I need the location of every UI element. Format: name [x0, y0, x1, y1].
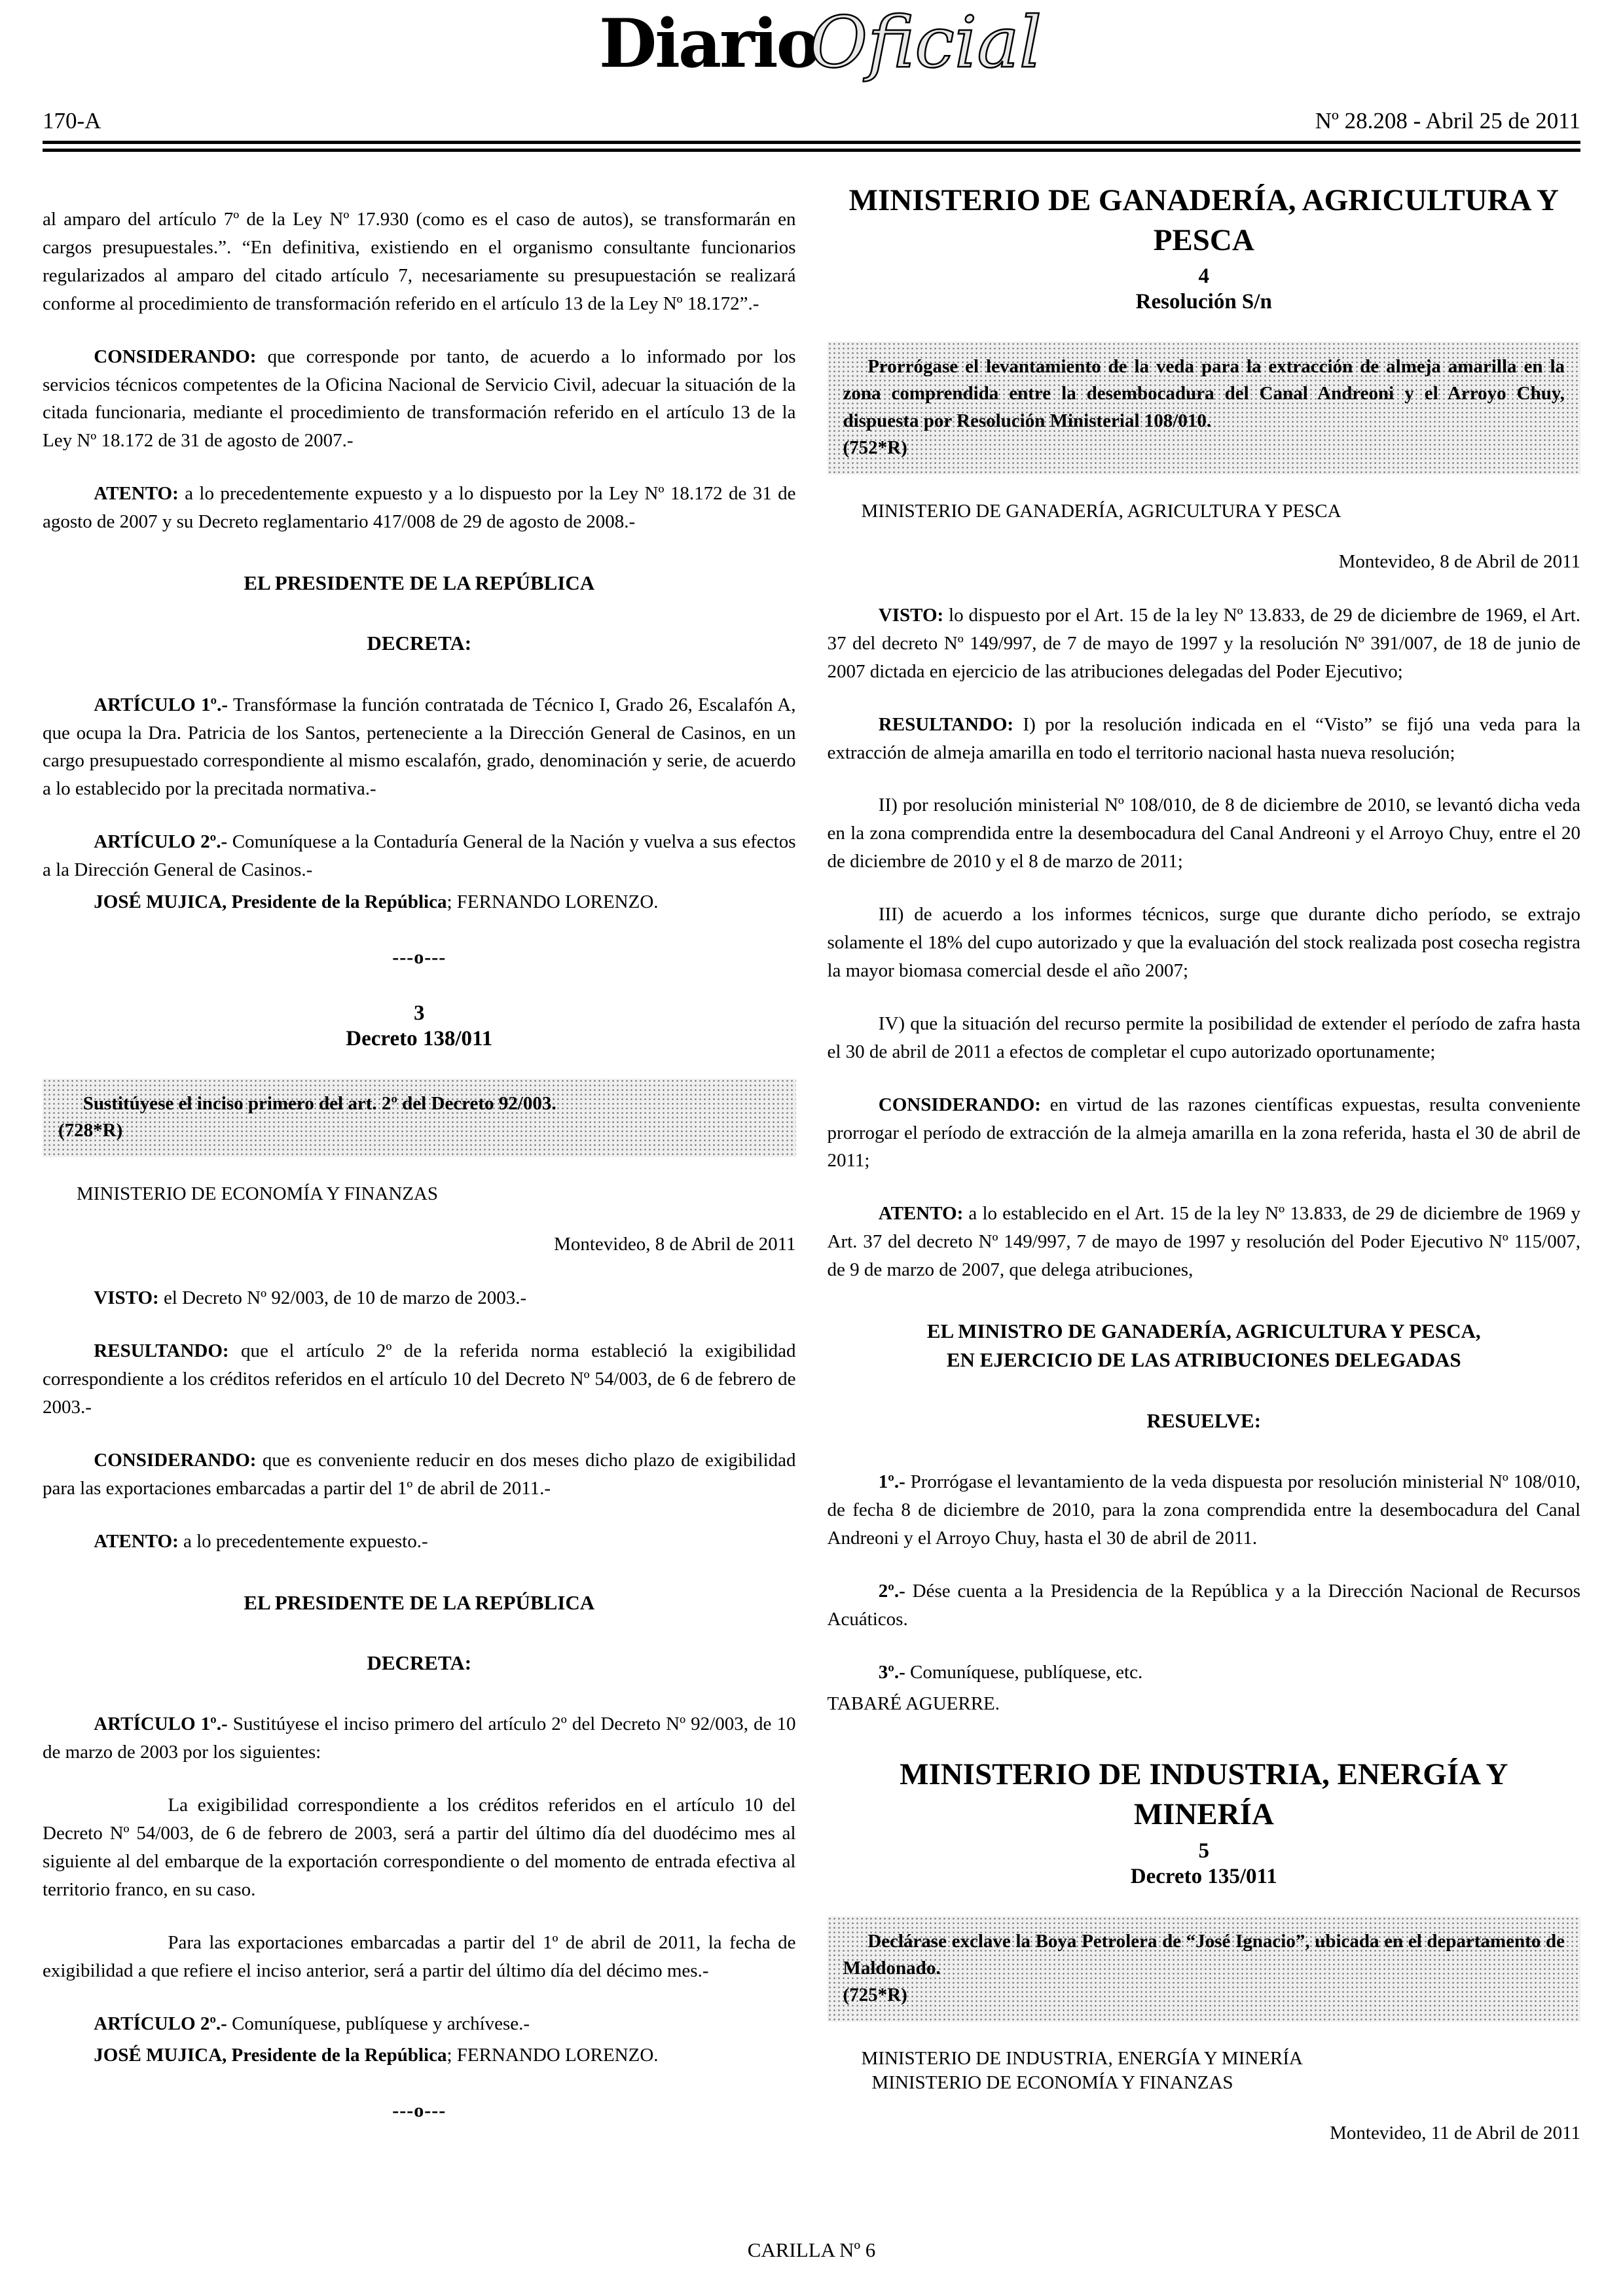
paragraph: III) de acuerdo a los informes técnicos, surge que durante dicho período, se extrajo solamente el 18% del cupo autorizado y que la evaluación del stock realizada post cosecha registra la mayor biomasa comercial desde el año 2007;	[827, 904, 1580, 981]
paragraph	[43, 691, 796, 804]
logo-diario-text: Diario	[598, 5, 819, 83]
paragraph	[43, 1446, 796, 1503]
section-heading: EN EJERCICIO DE LAS ATRIBUCIONES DELEGADAS	[946, 1348, 1461, 1372]
signature-line: TABARÉ AGUERRE.	[827, 1693, 1000, 1715]
paragraph-text: en virtud de las razones científicas expuestas, resulta conveniente prorrogar el período de extracción de la almeja amarilla en la zona referida, hasta el 30 de abril de 2011;	[827, 1094, 1580, 1172]
ministry-line: MINISTERIO DE INDUSTRIA, ENERGÍA Y MINERÍA	[861, 2048, 1303, 2070]
paragraph-text: a lo precedentemente expuesto y a lo dispuesto por la Ley Nº 18.172 de 31 de agosto de 2007 y su Decreto reglamentario 417/008 de 29 de agosto de 2008.-	[43, 483, 796, 533]
paragraph-text: Sustitúyese el inciso primero del artículo 2º del Decreto Nº 92/003, de 10 de marzo de 2003 por los siguientes:	[43, 1713, 796, 1763]
paragraph-lead: RESULTANDO:	[94, 1340, 229, 1362]
paragraph-text: a lo precedentemente expuesto.-	[178, 1530, 428, 1552]
paragraph-lead: RESULTANDO:	[878, 713, 1014, 735]
signature-line	[43, 2041, 796, 2070]
section-separator: ---o---	[392, 2100, 447, 2122]
paragraph	[828, 1200, 1581, 1284]
paragraph	[43, 1528, 796, 1556]
paragraph	[828, 1659, 1581, 1687]
item-number: 5	[1198, 1839, 1209, 1863]
summary-reference: (728*R)	[58, 1120, 123, 1141]
paragraph-text: lo dispuesto por el Art. 15 de la ley Nº 13.833, de 29 de diciembre de 1969, el Art. 37 del decreto Nº 149/997, de 7 de mayo de 1997 y la resolución Nº 391/007, de 18 de junio de 2007 dictada en ejercicio de las atribuciones delegadas del Poder Ejecutivo;	[827, 604, 1580, 682]
quoted-paragraph: Para las exportaciones embarcadas a partir del 1º de abril de 2011, la fecha de exigibilidad a que refiere el inciso anterior, será a partir del último día del décimo mes.-	[43, 1931, 796, 1981]
paragraph-lead: ARTÍCULO 1º.-	[94, 694, 228, 715]
paragraph-lead: ARTÍCULO 2º.-	[94, 2013, 227, 2034]
paragraph-text: Comuníquese, publíquese, etc.	[905, 1661, 1143, 1683]
item-number: 4	[1198, 264, 1209, 289]
decree-number: Decreto 138/011	[346, 1027, 493, 1050]
paragraph: II) por resolución ministerial Nº 108/010, de 8 de diciembre de 2010, se levantó dicha veda en la zona comprendida entre la desembocadura del Canal Andreoni y el Arroyo Chuy, entre el 20 de diciembre de 2010 y el 8 de marzo de 2011;	[827, 795, 1580, 872]
paragraph-text: Prorrógase el levantamiento de la veda dispuesta por resolución ministerial Nº 108/010, de fecha 8 de diciembre de 2010, para la zona comprendida entre la desembocadura del Canal Andreoni y el Arroyo Chuy, hasta el 30 de abril de 2011.	[827, 1471, 1580, 1549]
logo-oficial-text: Oficial	[809, 2, 1042, 84]
decree-number: Decreto 135/011	[1130, 1864, 1277, 1888]
summary-box	[828, 342, 1581, 475]
paragraph-text: que el artículo 2º de la referida norma estableció la exigibilidad correspondiente a los créditos referidos en el artículo 10 del Decreto Nº 54/003, de 6 de febrero de 2003.-	[43, 1340, 796, 1418]
paragraph	[828, 711, 1581, 767]
paragraph	[43, 2010, 796, 2038]
summary-box	[828, 1916, 1581, 2022]
paragraph-text: I) por la resolución indicada en el “Visto” se fijó una veda para la extracción de almeja amarilla en todo el territorio nacional hasta nueva resolución;	[827, 713, 1580, 763]
section-heading: RESUELVE:	[1146, 1408, 1262, 1432]
paragraph-text: que corresponde por tanto, de acuerdo a lo informado por los servicios técnicos competentes de la Oficina Nacional de Servicio Civil, adecuar la situación de la citada funcionaria, mediante el procedimiento de transformación referido en el artículo 13 de la Ley Nº 18.172 de 31 de agosto de 2007.-	[43, 346, 796, 452]
header-double-rule	[43, 141, 1580, 152]
section-heading: EL PRESIDENTE DE LA REPÚBLICA	[244, 1590, 595, 1614]
paragraph	[828, 1577, 1581, 1634]
date-line: Montevideo, 8 de Abril de 2011	[554, 1234, 796, 1255]
paragraph-lead: ATENTO:	[94, 1530, 179, 1552]
paragraph-text: Dése cuenta a la Presidencia de la República y a la Dirección Nacional de Recursos Acuáticos.	[827, 1580, 1580, 1630]
paragraph-text: Transfórmase la función contratada de Técnico I, Grado 26, Escalafón A, que ocupa la Dra. Patricia de los Santos, perteneciente a la Dirección General de Casinos, en un cargo presupuestado correspondiente al mismo escalafón, grado, denominación y serie, de acuerdo a lo establecido por la precitada normativa.-	[43, 694, 796, 800]
paragraph: IV) que la situación del recurso permite la posibilidad de extender el período de zafra hasta el 30 de abril de 2011 a efectos de completar el cupo autorizado oportunamente;	[827, 1013, 1580, 1062]
ministry-heading: MINISTERIO DE GANADERÍA, AGRICULTURA Y PESCA	[848, 183, 1559, 258]
signature-rest: ; FERNANDO LORENZO.	[447, 2045, 659, 2066]
paragraph-lead: ARTÍCULO 2º.-	[94, 831, 228, 853]
quoted-paragraph: La exigibilidad correspondiente a los créditos referidos en el artículo 10 del Decreto Nº 54/003, de 6 de febrero de 2003, será a partir del último día del duodécimo mes al siguiente al del embarque de la exportación correspondiente o del momento de entrada efectiva al territorio franco, en su caso.	[43, 1795, 796, 1900]
section-heading: DECRETA:	[367, 632, 472, 655]
signature-name: JOSÉ MUJICA, Presidente de la República	[94, 891, 447, 913]
summary-reference: (725*R)	[843, 1984, 907, 2005]
paragraph	[828, 1468, 1581, 1552]
paragraph	[828, 601, 1581, 686]
section-separator: ---o---	[392, 946, 447, 968]
paragraph	[43, 343, 796, 456]
two-column-body	[0, 181, 1623, 2173]
paragraph	[43, 828, 796, 884]
paragraph: al amparo del artículo 7º de la Ley Nº 17.930 (como es el caso de autos), se transformarán en cargos presupuestales.”. “En definitiva, existiendo en el organismo consultante funcionarios regularizados al amparo del citado artículo 7, necesariamente su presupuestación se realizará conforme al procedimiento de transformación referido en el artículo 13 de la Ley Nº 18.172”.-	[43, 209, 796, 314]
ministry-line: MINISTERIO DE ECONOMÍA Y FINANZAS	[871, 2072, 1233, 2094]
signature-line	[43, 888, 796, 916]
signature-name: JOSÉ MUJICA, Presidente de la República	[94, 2045, 447, 2066]
section-heading: DECRETA:	[367, 1651, 472, 1674]
paragraph-lead: CONSIDERANDO:	[94, 1449, 257, 1471]
date-line: Montevideo, 11 de Abril de 2011	[1330, 2123, 1580, 2144]
paragraph-lead: CONSIDERANDO:	[94, 346, 257, 367]
summary-reference: (752*R)	[843, 437, 907, 458]
ministry-heading: MINISTERIO DE INDUSTRIA, ENERGÍA Y MINERÍA	[900, 1757, 1508, 1832]
page-edition-number: 170-A	[43, 108, 101, 134]
summary-text: Sustitúyese el inciso primero del art. 2º del Decreto 92/003.	[82, 1093, 556, 1114]
paragraph	[43, 1337, 796, 1422]
right-column	[828, 181, 1581, 2173]
resolution-number: Resolución S/n	[1135, 290, 1272, 314]
item-number: 3	[414, 1001, 425, 1025]
paragraph-lead: ATENTO:	[878, 1203, 964, 1225]
page-header	[0, 0, 1623, 141]
paragraph-lead: 1º.-	[878, 1471, 905, 1492]
paragraph-lead: VISTO:	[878, 604, 944, 626]
paragraph-lead: 3º.-	[878, 1661, 905, 1683]
summary-text: Declárase exclave la Boya Petrolera de “José Ignacio”, ubicada en el departamento de Maldonado.	[843, 1930, 1565, 1979]
paragraph-lead: CONSIDERANDO:	[878, 1094, 1041, 1115]
summary-box	[43, 1079, 796, 1157]
paragraph-text: que es conveniente reducir en dos meses dicho plazo de exigibilidad para las exportaciones embarcadas a partir del 1º de abril de 2011.-	[43, 1449, 796, 1499]
paragraph-lead: VISTO:	[94, 1287, 159, 1309]
paragraph-text: a lo establecido en el Art. 15 de la ley Nº 13.833, de 29 de diciembre de 1969 y Art. 37 del decreto Nº 149/997, 7 de mayo de 1997 y resolución del Poder Ejecutivo Nº 115/007, de 9 de marzo de 2007, que delega atribuciones,	[827, 1203, 1580, 1281]
paragraph-lead: 2º.-	[878, 1580, 905, 1602]
section-heading: EL PRESIDENTE DE LA REPÚBLICA	[244, 571, 595, 595]
paragraph-text: Comuníquese a la Contaduría General de la Nación y vuelva a sus efectos a la Dirección General de Casinos.-	[43, 831, 796, 881]
summary-text: Prorrógase el levantamiento de la veda para la extracción de almeja amarilla en la zona comprendida entre la desembocadura del Canal Andreoni y el Arroyo Chuy, dispuesta por Resolución Ministerial 108/010.	[843, 356, 1565, 431]
paragraph-text: el Decreto Nº 92/003, de 10 de marzo de 2003.-	[158, 1287, 527, 1309]
signature-rest: ; FERNANDO LORENZO.	[447, 891, 659, 913]
diario-oficial-logo	[598, 2, 1042, 84]
date-line: Montevideo, 8 de Abril de 2011	[1338, 550, 1580, 572]
paragraph-lead: ARTÍCULO 1º.-	[94, 1713, 228, 1735]
paragraph	[43, 1284, 796, 1312]
ministry-line: MINISTERIO DE GANADERÍA, AGRICULTURA Y PESCA	[861, 500, 1341, 522]
paragraph-text: Comuníquese, publíquese y archívese.-	[227, 2013, 530, 2034]
page-footer-carilla: CARILLA Nº 6	[747, 2238, 876, 2261]
paragraph-lead: ATENTO:	[94, 483, 179, 505]
left-column	[43, 181, 796, 2152]
paragraph	[43, 1710, 796, 1767]
issue-number-date: Nº 28.208 - Abril 25 de 2011	[1315, 108, 1580, 134]
ministry-line: MINISTERIO DE ECONOMÍA Y FINANZAS	[77, 1183, 439, 1205]
section-heading: EL MINISTRO DE GANADERÍA, AGRICULTURA Y PESCA,	[926, 1319, 1481, 1343]
paragraph	[828, 1091, 1581, 1175]
paragraph	[43, 480, 796, 536]
